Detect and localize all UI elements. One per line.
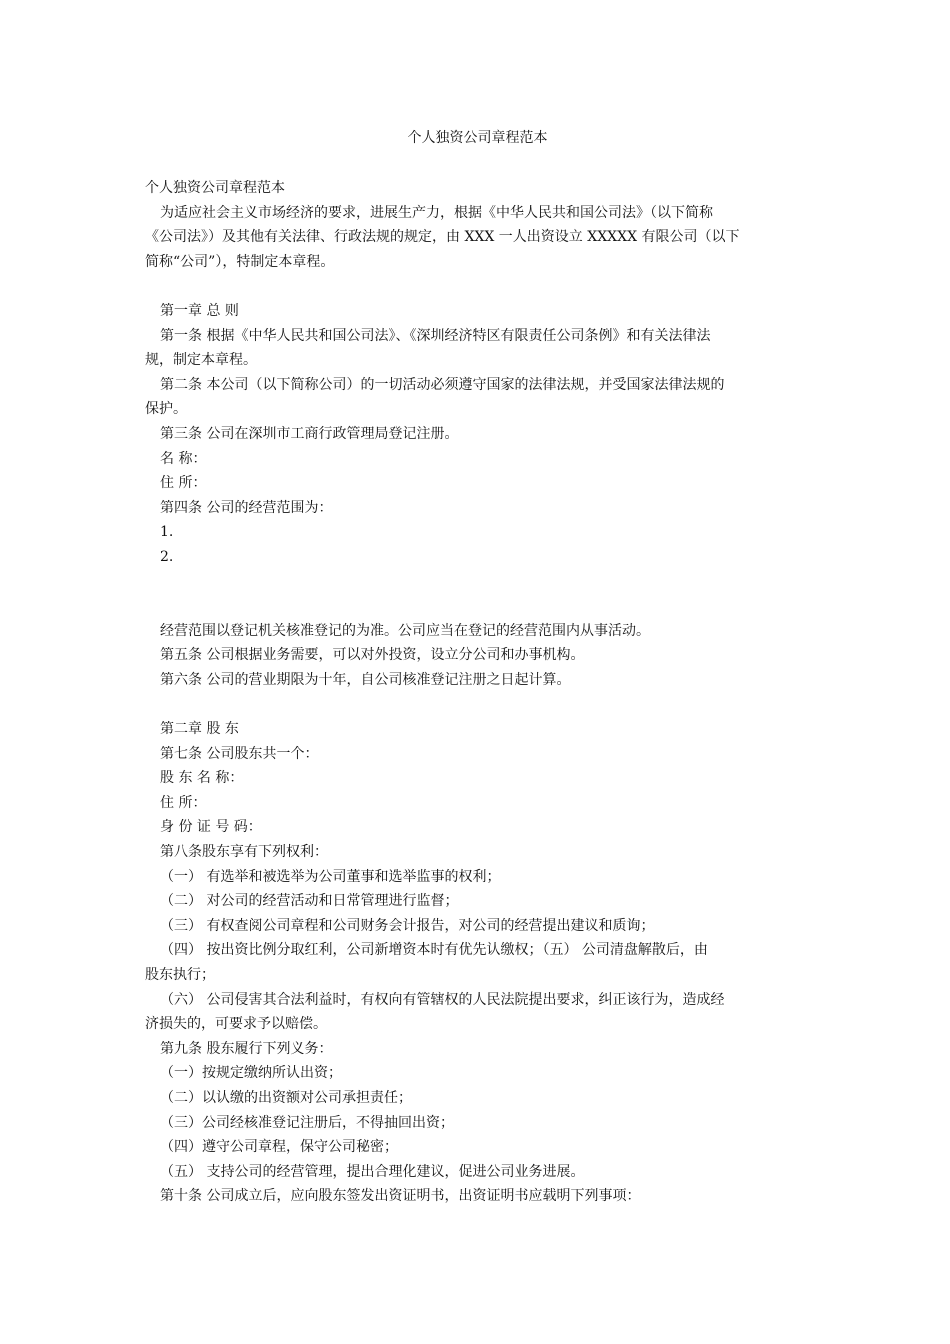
body-line: 第八条股东享有下列权利： — [160, 844, 328, 861]
body-line: 第二条 本公司（以下简称公司）的一切活动必须遵守国家的法律法规，并受国家法律法规的 — [160, 376, 725, 393]
body-line: 第一条 根据《中华人民共和国公司法》、《深圳经济特区有限责任公司条例》和有关法律法 — [160, 327, 711, 344]
body-line: 第二章 股 东 — [160, 721, 239, 738]
body-line: 济损失的，可要求予以赔偿。 — [145, 1016, 327, 1033]
body-line: （五） 支持公司的经营管理，提出合理化建议，促进公司业务进展。 — [160, 1163, 585, 1180]
document-title: 个人独资公司章程范本 — [407, 130, 548, 146]
blank-line — [145, 274, 810, 299]
blank-line — [145, 594, 810, 619]
document-body — [145, 176, 810, 1209]
body-line: 经营范围以登记机关核准登记的为准。公司应当在登记的经营范围内从事活动。 — [160, 622, 650, 639]
body-line: 第三条 公司在深圳市工商行政管理局登记注册。 — [160, 425, 459, 442]
body-line: （三）公司经核准登记注册后，不得抽回出资； — [160, 1114, 454, 1131]
body-line: 住 所： — [160, 475, 207, 492]
body-line: （一） 有选举和被选举为公司董事和选举监事的权利； — [160, 868, 501, 885]
blank-line — [145, 570, 810, 595]
body-line: 《公司法》）及其他有关法律、行政法规的规定，由 XXX 一人出资设立 XXXXX 有限公司（以下 — [145, 229, 740, 246]
body-line: 2. — [160, 548, 174, 565]
body-line: 股 东 名 称： — [160, 770, 244, 787]
body-line: 简称“公司”），特制定本章程。 — [145, 253, 335, 270]
body-line: 名 称： — [160, 450, 207, 467]
body-line: 股东执行； — [145, 967, 215, 983]
body-line: 第一章 总 则 — [160, 302, 239, 319]
body-line: 个人独资公司章程范本 — [145, 180, 285, 196]
body-line: 第六条 公司的营业期限为十年，自公司核准登记注册之日起计算。 — [160, 671, 571, 688]
body-line: （二）以认缴的出资额对公司承担责任； — [160, 1089, 412, 1106]
body-line: 第九条 股东履行下列义务： — [160, 1040, 333, 1057]
body-line: 1. — [160, 524, 174, 541]
body-line: 住 所： — [160, 794, 207, 811]
body-line: 第五条 公司根据业务需要，可以对外投资，设立分公司和办事机构。 — [160, 647, 585, 664]
body-line: 第四条 公司的经营范围为： — [160, 499, 333, 516]
body-line: （六） 公司侵害其合法利益时，有权向有管辖权的人民法院提出要求，纠正该行为，造成经 — [160, 991, 725, 1008]
body-line: （四）遵守公司章程，保守公司秘密； — [160, 1139, 398, 1156]
body-line: 保护。 — [145, 401, 187, 418]
body-line: （一）按规定缴纳所认出资； — [160, 1065, 342, 1082]
body-line: 第十条 公司成立后，应向股东签发出资证明书，出资证明书应载明下列事项： — [160, 1188, 641, 1205]
body-line: 为适应社会主义市场经济的要求，进展生产力，根据《中华人民共和国公司法》（以下简称 — [160, 204, 713, 221]
body-line: 规，制定本章程。 — [145, 352, 257, 369]
body-line: 第七条 公司股东共一个： — [160, 745, 319, 762]
body-line: 身 份 证 号 码： — [160, 819, 262, 836]
body-line: （四） 按出资比例分取红利，公司新增资本时有优先认缴权；（五） 公司清盘解散后，由 — [160, 942, 708, 959]
body-line: （三） 有权查阅公司章程和公司财务会计报告，对公司的经营提出建议和质询； — [160, 917, 655, 934]
body-line: （二） 对公司的经营活动和日常管理进行监督； — [160, 893, 459, 910]
blank-line — [145, 692, 810, 717]
